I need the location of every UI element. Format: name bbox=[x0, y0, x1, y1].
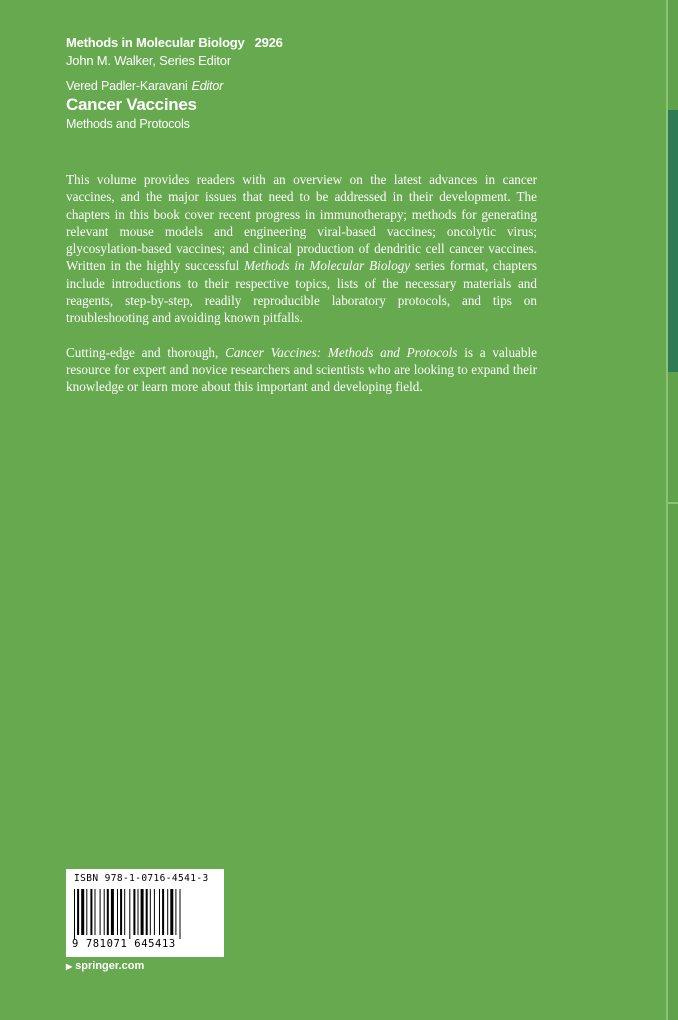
barcode-digits: 9 781071 645413 bbox=[72, 938, 176, 950]
barcode-bar bbox=[154, 889, 155, 935]
book-title: Cancer Vaccines bbox=[66, 95, 197, 114]
editor-role: Editor bbox=[191, 79, 224, 93]
barcode-bar bbox=[124, 889, 125, 935]
description-text: is a valuable resource for expert and novice researchers and scientists who are looking to expand their knowledge or learn more about this important and developing field. bbox=[66, 344, 538, 395]
barcode-bar bbox=[86, 889, 87, 935]
barcode-bar bbox=[120, 889, 122, 935]
book-reference: Cancer Vaccines: Methods and Protocols bbox=[225, 344, 458, 360]
barcode-bar bbox=[129, 889, 130, 939]
series-editor: John M. Walker, Series Editor bbox=[66, 53, 231, 68]
barcode-bar bbox=[74, 889, 75, 939]
barcode-bar bbox=[167, 889, 168, 935]
barcode-bar bbox=[141, 889, 144, 935]
barcode-bar bbox=[90, 889, 92, 935]
barcode-bar bbox=[138, 889, 139, 935]
series-title-line bbox=[66, 34, 546, 52]
barcode-bars bbox=[72, 889, 218, 939]
barcode-bar bbox=[77, 889, 79, 935]
description-text: Cutting-edge and thorough, bbox=[66, 344, 226, 360]
barcode-bar bbox=[170, 889, 173, 935]
spine-tick-mark bbox=[668, 502, 678, 504]
barcode-bar bbox=[117, 889, 118, 935]
barcode-bar bbox=[100, 889, 101, 935]
barcode-bar bbox=[104, 889, 105, 935]
barcode-bar bbox=[81, 889, 84, 935]
barcode-bar bbox=[175, 889, 176, 935]
book-subtitle: Methods and Protocols bbox=[66, 117, 190, 131]
editor-name: Vered Padler-Karavani bbox=[66, 79, 188, 93]
publisher-link[interactable] bbox=[66, 960, 144, 972]
description-paragraph-1 bbox=[66, 171, 537, 327]
barcode-bar bbox=[111, 889, 114, 935]
barcode-bar bbox=[162, 889, 164, 935]
book-description bbox=[66, 171, 537, 413]
barcode-bar bbox=[159, 889, 160, 935]
publisher-name: springer.com bbox=[75, 960, 145, 972]
barcode-bar bbox=[133, 889, 135, 935]
barcode-bar bbox=[146, 889, 148, 935]
series-reference: Methods in Molecular Biology bbox=[244, 258, 411, 274]
isbn-label: ISBN 978-1-0716-4541-3 bbox=[74, 873, 209, 884]
volume-editor-line bbox=[66, 78, 546, 94]
series-name: Methods in Molecular Biology bbox=[66, 35, 245, 50]
series-number: 2926 bbox=[254, 35, 283, 50]
description-text: This volume provides readers with an overview on the latest advances in cancer vaccines, and the major issues that need to be addressed in their development. The chapters in this book cover recent progress in immunotherapy; methods for generating relevant mouse models and engineering viral-based vaccines; oncolytic virus; glycosylation-based vaccines; and clinical production of dendritic cell cancer vaccines. Written in the highly successful bbox=[66, 172, 537, 274]
spine-color-band bbox=[668, 110, 678, 372]
description-text: series format, chapters include introductions to their respective topics, lists of the necessary materials and reagents, step-by-step, readily reproducible laboratory protocols, and tips on troubleshooting and avoiding known pitfalls. bbox=[66, 258, 537, 326]
isbn-barcode bbox=[66, 869, 224, 957]
cover-header bbox=[66, 34, 546, 132]
barcode-bar bbox=[95, 889, 96, 935]
barcode-bar bbox=[150, 889, 151, 935]
barcode-bar bbox=[107, 889, 109, 935]
triangle-right-icon: ▶ bbox=[66, 961, 73, 971]
barcode-bar bbox=[180, 889, 181, 939]
description-paragraph-2 bbox=[66, 344, 537, 396]
